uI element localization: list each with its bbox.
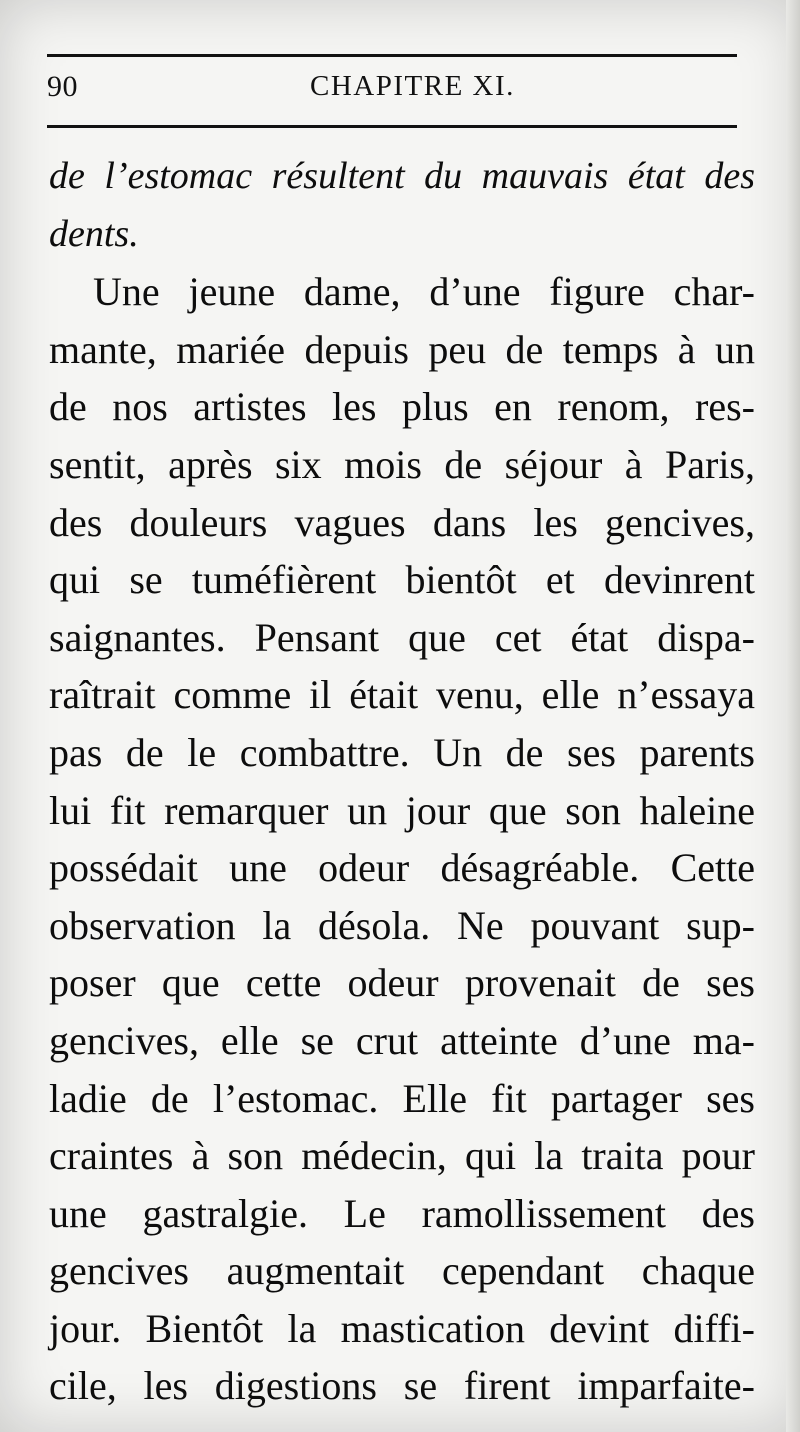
body-text bbox=[49, 148, 755, 1415]
text-line: de nos artistes les plus en renom, res- bbox=[49, 384, 755, 430]
text-line: jour. Bientôt la mastication devint diffi- bbox=[49, 1305, 755, 1351]
header-bottom-rule bbox=[47, 125, 737, 128]
text-line: pas de le combattre. Un de ses parents bbox=[49, 729, 755, 775]
text-line: cile, les digestions se firent imparfaite- bbox=[49, 1363, 755, 1409]
text-line: une gastralgie. Le ramollissement des bbox=[49, 1190, 755, 1236]
text-line: gencives augmentait cependant chaque bbox=[49, 1248, 755, 1294]
text-line: sentit, après six mois de séjour à Paris, bbox=[49, 441, 755, 487]
text-line: poser que cette odeur provenait de ses bbox=[49, 960, 755, 1006]
text-line: dents. bbox=[49, 212, 139, 255]
text-line: mante, mariée depuis peu de temps à un bbox=[49, 326, 755, 372]
text-line: ladie de l’estomac. Elle fit partager ses bbox=[49, 1075, 755, 1121]
text-line: qui se tuméfièrent bientôt et devinrent bbox=[49, 557, 755, 603]
page-number: 90 bbox=[47, 70, 78, 103]
text-line: des douleurs vagues dans les gencives, bbox=[49, 499, 755, 545]
text-line: saignantes. Pensant que cet état dispa- bbox=[49, 614, 755, 660]
text-line: observation la désola. Ne pouvant sup- bbox=[49, 902, 755, 948]
text-line: gencives, elle se crut atteinte d’une ma- bbox=[49, 1017, 755, 1063]
text-line: Une jeune dame, d’une figure char- bbox=[93, 269, 755, 315]
header-top-rule bbox=[47, 54, 737, 57]
page-edge-shadow bbox=[786, 0, 800, 1432]
text-line: de l’estomac résultent du mauvais état des bbox=[49, 155, 755, 197]
text-line: lui fit remarquer un jour que son haleine bbox=[49, 787, 755, 833]
text-line: possédait une odeur désagréable. Cette bbox=[49, 845, 755, 891]
text-line: craintes à son médecin, qui la traita pour bbox=[49, 1133, 755, 1179]
text-line: raîtrait comme il était venu, elle n’essaya bbox=[49, 672, 755, 718]
running-head: CHAPITRE XI. bbox=[310, 70, 515, 102]
